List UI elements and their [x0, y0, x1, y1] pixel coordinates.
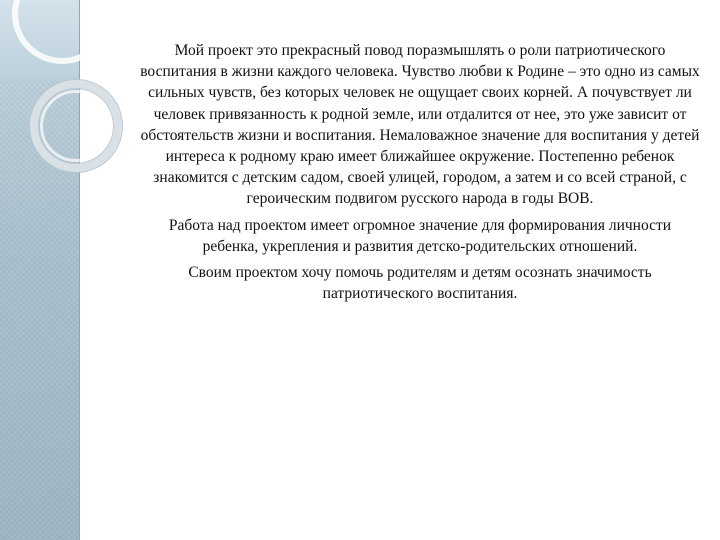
- paragraph-project-goal: Своим проектом хочу помочь родителям и детям осознать значимость патриотического воспитания.: [188, 264, 652, 303]
- paragraph-project-importance: Работа над проектом имеет огромное значение для формирования личности ребенка, укрепления и развития детско-родительских отношений.: [168, 216, 672, 255]
- slide-body-text: [140, 40, 700, 309]
- paragraph-project-intro: Мой проект это прекрасный повод поразмышлять о роли патриотического воспитания в жизни каждого человека. Чувство любви к Родине – это одно из самых сильных чувств, без которых человек не ощущает своих корней. А почувствует ли человек привязанность к родной земле, или отдалится от нее, это уже зависит от обстоятельств жизни и воспитания. Немаловажное значение для воспитания у детей интереса к родному краю имеет ближайшее окружение. Постепенно ребенок знакомится с детским садом, своей улицей, городом, а затем и со всей страной, с героическим подвигом русского народа в годы ВОВ.: [140, 42, 700, 208]
- decorative-ring-inner: [40, 90, 112, 162]
